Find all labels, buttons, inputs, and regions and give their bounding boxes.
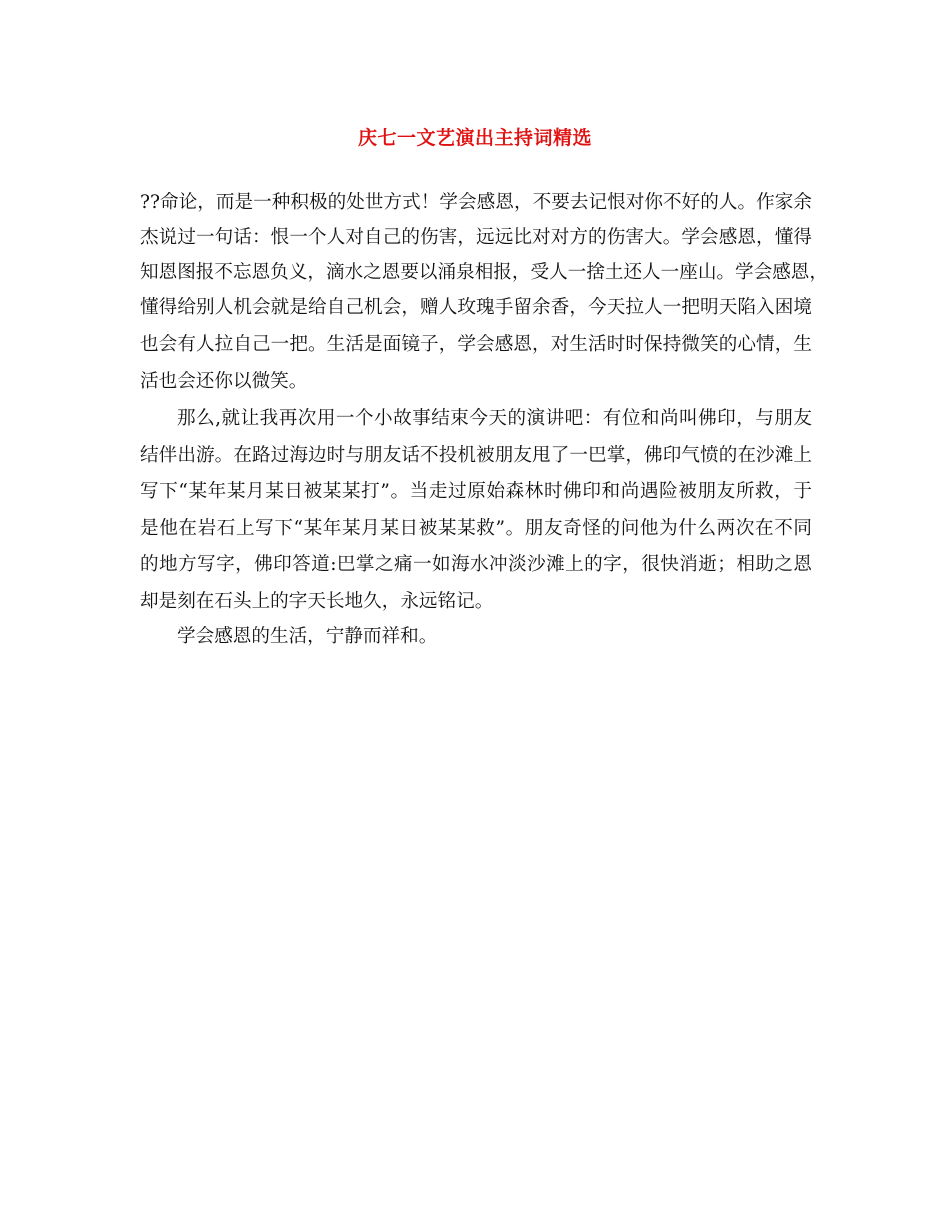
- paragraph-line: 杰说过一句话：恨一个人对自己的伤害，远远比对对方的伤害大。学会感恩，懂得: [140, 227, 812, 248]
- paragraph-line: 的地方写字，佛印答道:巴掌之痛一如海水冲淡沙滩上的字，很快消逝；相助之恩: [140, 554, 812, 575]
- paragraph-line: 写下“某年某月某日被某某打”。当走过原始森林时佛印和尚遇险被朋友所救，于: [140, 481, 812, 502]
- document-title: 庆七一文艺演出主持词精选: [357, 127, 592, 149]
- paragraph-line: ??命论，而是一种积极的处世方式！学会感恩，不要去记恨对你不好的人。作家余: [140, 192, 812, 213]
- paragraph-line: 是他在岩石上写下“某年某月某日被某某救”。朋友奇怪的问他为什么两次在不同: [140, 518, 812, 539]
- paragraph-line: 那么,就让我再次用一个小故事结束今天的演讲吧：有位和尚叫佛印，与朋友: [177, 408, 812, 429]
- paragraph-line: 知恩图报不忘恩负义，滴水之恩要以涌泉相报，受人一捨土还人一座山。学会感恩，: [140, 262, 828, 283]
- paragraph-line: 学会感恩的生活，宁静而祥和。: [177, 626, 438, 647]
- paragraph-line: 懂得给别人机会就是给自己机会，赠人玫瑰手留余香，今天拉人一把明天陷入困境: [140, 297, 812, 318]
- paragraph-line: 结伴出游。在路过海边时与朋友话不投机被朋友甩了一巴掌，佛印气愤的在沙滩上: [140, 445, 812, 466]
- paragraph-line: 也会有人拉自己一把。生活是面镜子，学会感恩，对生活时时保持微笑的心情，生: [140, 334, 812, 355]
- paragraph-line: 活也会还你以微笑。: [140, 371, 308, 392]
- paragraph-line: 却是刻在石头上的字天长地久，永远铭记。: [140, 591, 494, 612]
